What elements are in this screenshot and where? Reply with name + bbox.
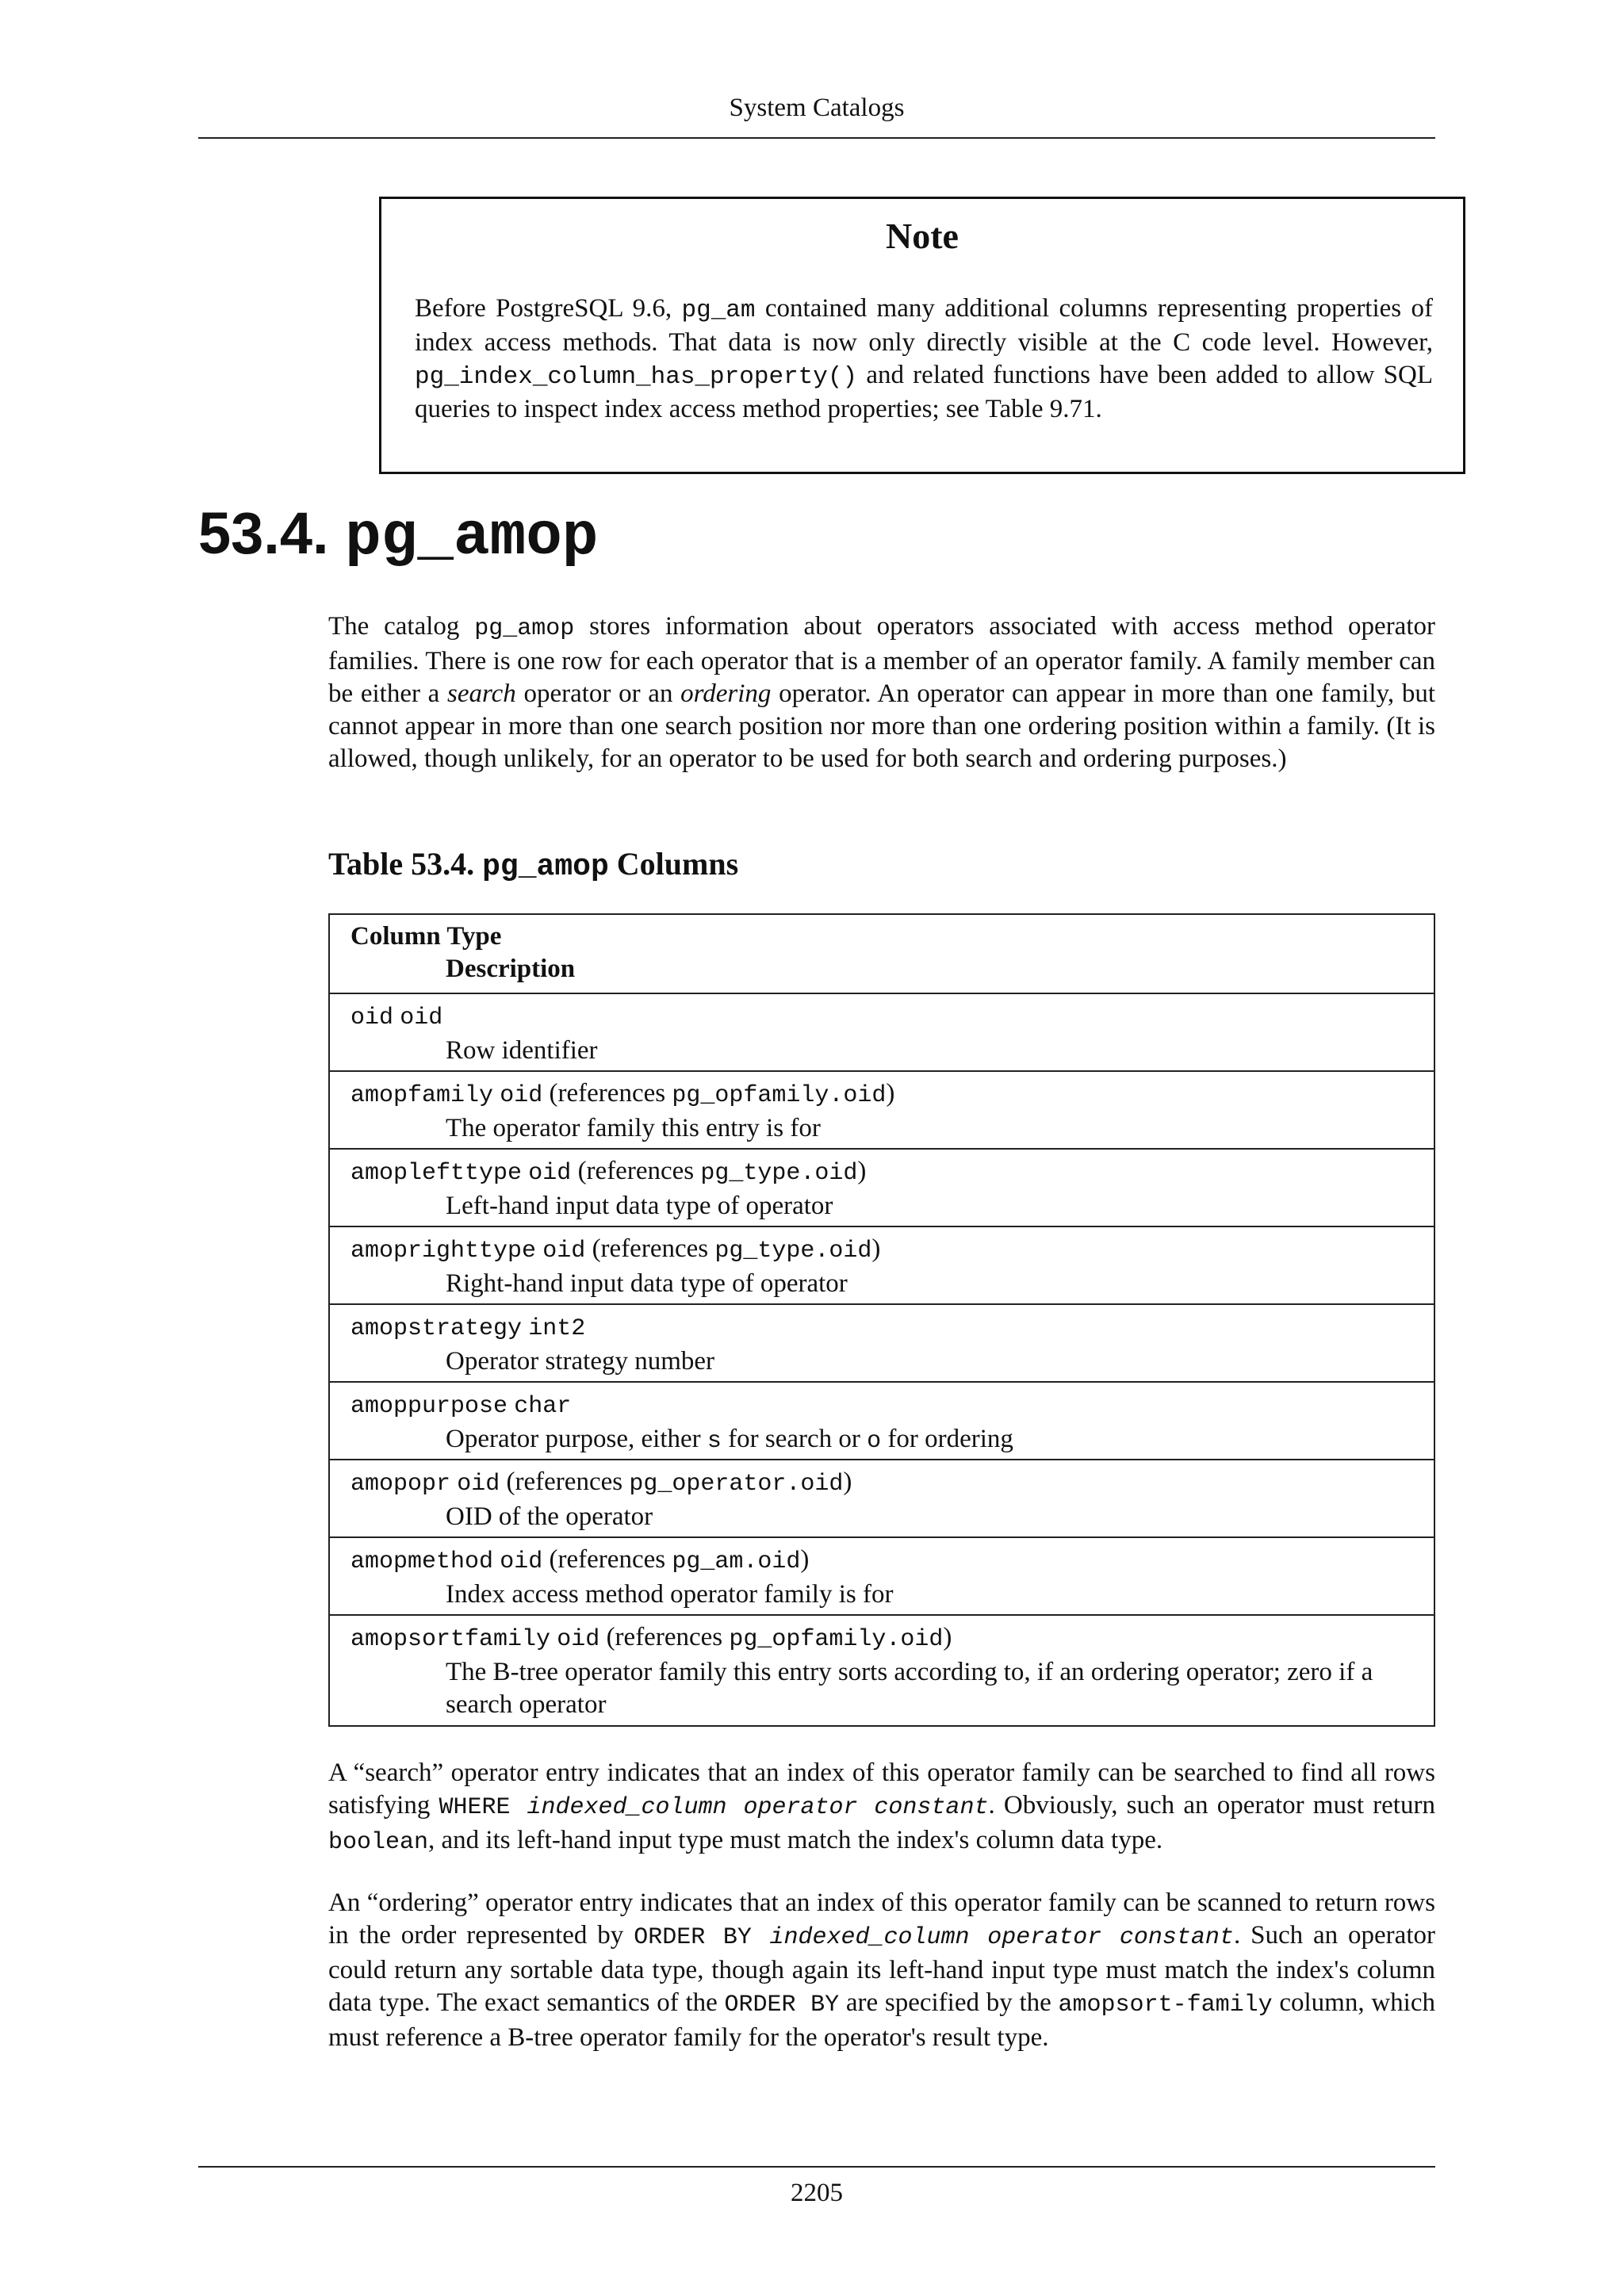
column-type: oid xyxy=(400,1004,443,1031)
column-description: OID of the operator xyxy=(446,1502,653,1531)
column-type: oid xyxy=(457,1471,500,1498)
table-row xyxy=(330,1536,1434,1614)
table-row xyxy=(330,1148,1434,1226)
reference-table: pg_type xyxy=(714,1238,815,1265)
running-header: System Catalogs xyxy=(729,94,905,122)
column-signature xyxy=(350,1387,1418,1423)
note-text: and related functions have been added to allow SQL queries to inspect index access method properties; see Table 9.71. xyxy=(415,361,1433,423)
reference-table: pg_opfamily xyxy=(672,1082,829,1109)
columns-table xyxy=(328,913,1435,1727)
column-name: oid xyxy=(350,1004,394,1031)
column-type: oid xyxy=(528,1160,572,1187)
column-signature: amoprighttype oid (references pg_type.oid) xyxy=(350,1234,881,1265)
page-number: 2205 xyxy=(791,2179,843,2207)
column-signature: amopmethod oid (references pg_am.oid) xyxy=(350,1545,810,1575)
section-name: pg_amop xyxy=(345,503,599,572)
column-type: int2 xyxy=(528,1315,586,1342)
column-type: char xyxy=(514,1393,572,1420)
reference-table: pg_opfamily xyxy=(729,1626,887,1653)
table-row xyxy=(330,1226,1434,1303)
column-name: amopopr xyxy=(350,1471,451,1498)
column-name: amoppurpose xyxy=(350,1393,508,1420)
column-description: Operator purpose, either s for search or o for ordering xyxy=(446,1425,1013,1455)
note-text: contained many additional columns representing properties of index access methods. That data is now only directly visible at the C code level. However, xyxy=(415,294,1433,357)
column-description: Right-hand input data type of operator xyxy=(446,1269,848,1298)
emphasis: ordering xyxy=(680,679,772,708)
column-signature: amopopr oid (references pg_operator.oid) xyxy=(350,1468,852,1498)
note-code-pg-am: pg_am xyxy=(681,297,756,324)
table-row xyxy=(330,993,1434,1070)
emphasis: search xyxy=(447,679,516,708)
reference-table: pg_type xyxy=(700,1160,801,1187)
column-signature: amopfamily oid (references pg_opfamily.oid) xyxy=(350,1079,895,1109)
column-description: Row identifier xyxy=(446,1036,598,1065)
column-name: amopmethod xyxy=(350,1548,494,1575)
column-description: The operator family this entry is for xyxy=(446,1114,821,1142)
section-number: 53.4. xyxy=(198,500,346,566)
search-paragraph: A “search” operator entry indicates that an index of this operator family can be searched to find all rows satisfying WHERE indexed_column operator constant. Obviously, such an operator must return boolean, and its left-hand input type must match the index's column data type. xyxy=(328,1758,1435,1856)
table-row xyxy=(330,1459,1434,1536)
reference-table: pg_operator xyxy=(629,1471,787,1498)
note-code-function: pg_index_column_has_property() xyxy=(415,363,858,391)
table-row xyxy=(330,1381,1434,1459)
table-row xyxy=(330,1070,1434,1148)
column-signature xyxy=(350,1310,1418,1345)
table-row xyxy=(330,1614,1434,1725)
table-caption: Table 53.4. pg_amop Columns xyxy=(328,846,739,884)
column-name: amoprighttype xyxy=(350,1238,537,1265)
header-column-type: Column Type xyxy=(350,922,502,951)
column-type: oid xyxy=(500,1082,543,1109)
column-name: amopsortfamily xyxy=(350,1626,551,1653)
ordering-paragraph: An “ordering” operator entry indicates that an index of this operator family can be scanned to return rows in the order represented by ORDER BY indexed_column operator constant. Such an operator could return any sortable data type, though again its left-hand input type must match the index's column data type. The exact semantics of the ORDER BY are specified by the amopsort-family column, which must reference a B-tree operator family for the operator's result type. xyxy=(328,1888,1435,2052)
note-title: Note xyxy=(886,216,959,256)
column-signature: amoplefttype oid (references pg_type.oid) xyxy=(350,1157,867,1187)
column-description: Operator strategy number xyxy=(446,1347,715,1376)
column-type: oid xyxy=(500,1548,543,1575)
column-description: Left-hand input data type of operator xyxy=(446,1192,833,1220)
table-header-row xyxy=(330,915,1434,993)
intro-paragraph: The catalog pg_amop stores information about operators associated with access method operator families. There is one row for each operator that is a member of an operator family. A family member can be either a search operator or an ordering operator. An operator can appear in more than one family, but cannot appear in more than one search position nor more than one ordering position within a family. (It is allowed, though unlikely, for an operator to be used for both search and ordering purposes.) xyxy=(328,612,1436,773)
column-name: amopfamily xyxy=(350,1082,494,1109)
column-signature xyxy=(350,999,1418,1035)
column-type: oid xyxy=(542,1238,586,1265)
inline-code: pg_amop xyxy=(474,615,575,642)
note-box xyxy=(379,197,1465,474)
note-body xyxy=(415,293,1433,426)
note-text: Before PostgreSQL 9.6, xyxy=(415,294,682,323)
header-description: Description xyxy=(446,955,576,983)
column-signature: amopsortfamily oid (references pg_opfamily.oid) xyxy=(350,1623,952,1653)
table-row xyxy=(330,1303,1434,1381)
reference-table: pg_am xyxy=(672,1548,744,1575)
header-rule xyxy=(198,137,1435,139)
column-description: Index access method operator family is for xyxy=(446,1580,894,1609)
footer-rule xyxy=(198,2166,1435,2168)
column-description: The B-tree operator family this entry sorts according to, if an ordering operator; zero if a search operator xyxy=(446,1658,1373,1719)
column-name: amopstrategy xyxy=(350,1315,523,1342)
column-name: amoplefttype xyxy=(350,1160,523,1187)
section-title xyxy=(198,500,599,572)
column-type: oid xyxy=(557,1626,600,1653)
